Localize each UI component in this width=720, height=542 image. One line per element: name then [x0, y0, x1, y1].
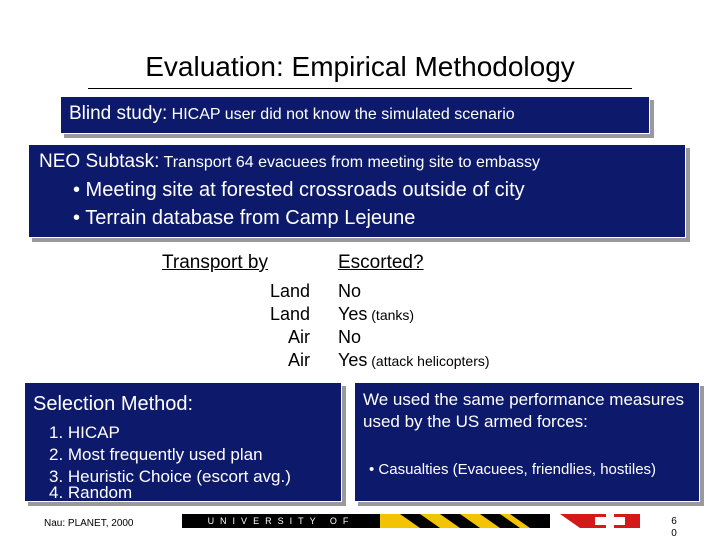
escorted-note: (attack helicopters) — [367, 353, 490, 369]
selection-item: 3. Heuristic Choice (escort avg.) — [49, 467, 291, 486]
escorted-note: (tanks) — [367, 307, 415, 323]
blind-study-box — [60, 96, 650, 134]
neo-subtask-text: Transport 64 evacuees from meeting site to embassy — [159, 154, 541, 171]
selection-method-heading: Selection Method: — [33, 393, 194, 415]
blind-study-line — [69, 103, 515, 125]
table-header-escorted: Escorted? — [338, 252, 424, 273]
table-cell-escorted — [338, 280, 361, 303]
selection-item: 4. Random — [49, 483, 133, 502]
table-cell-transport: Air — [288, 350, 310, 370]
table-cell-escorted — [338, 303, 414, 326]
table-cell-transport: Air — [288, 327, 310, 347]
selection-method-box — [24, 382, 342, 502]
neo-subtask-line — [39, 151, 540, 173]
performance-measures-bullet: • Casualties (Evacuees, friendlies, hostiles) — [369, 461, 657, 478]
escorted-value: No — [338, 327, 362, 347]
page-number: 6 0 — [671, 516, 677, 539]
selection-item: 2. Most frequently used plan — [49, 445, 263, 464]
flag-cross — [606, 514, 614, 528]
escorted-value: No — [338, 281, 362, 301]
selection-item: 1. HICAP — [49, 423, 120, 442]
escorted-value: Yes — [338, 304, 368, 324]
neo-bullet: • Terrain database from Camp Lejeune — [73, 207, 416, 229]
performance-measures-box — [354, 382, 700, 502]
title-rule — [88, 88, 632, 89]
blind-study-heading: Blind study: — [69, 103, 168, 124]
table-cell-transport: Land — [269, 304, 310, 324]
neo-subtask-box — [28, 144, 686, 238]
table-cell-transport: Land — [269, 281, 310, 301]
table-cell-escorted — [338, 349, 490, 372]
university-banner — [182, 514, 380, 540]
university-name: UNIVERSITY OF MARYLAND — [207, 516, 355, 540]
slide-title: Evaluation: Empirical Methodology — [145, 51, 575, 82]
performance-measures-text: We used the same performance measures used by the US armed forces: — [363, 390, 684, 431]
blind-study-text: HICAP user did not know the simulated scenario — [167, 106, 515, 123]
neo-subtask-heading: NEO Subtask: — [39, 151, 160, 172]
table-header-transport: Transport by — [162, 252, 268, 273]
footer-citation: Nau: PLANET, 2000 — [44, 518, 134, 529]
maryland-flag-banner — [380, 504, 666, 534]
table-cell-escorted — [338, 326, 361, 349]
escorted-value: Yes — [338, 350, 368, 370]
neo-bullet: • Meeting site at forested crossroads outside of city — [73, 179, 525, 201]
